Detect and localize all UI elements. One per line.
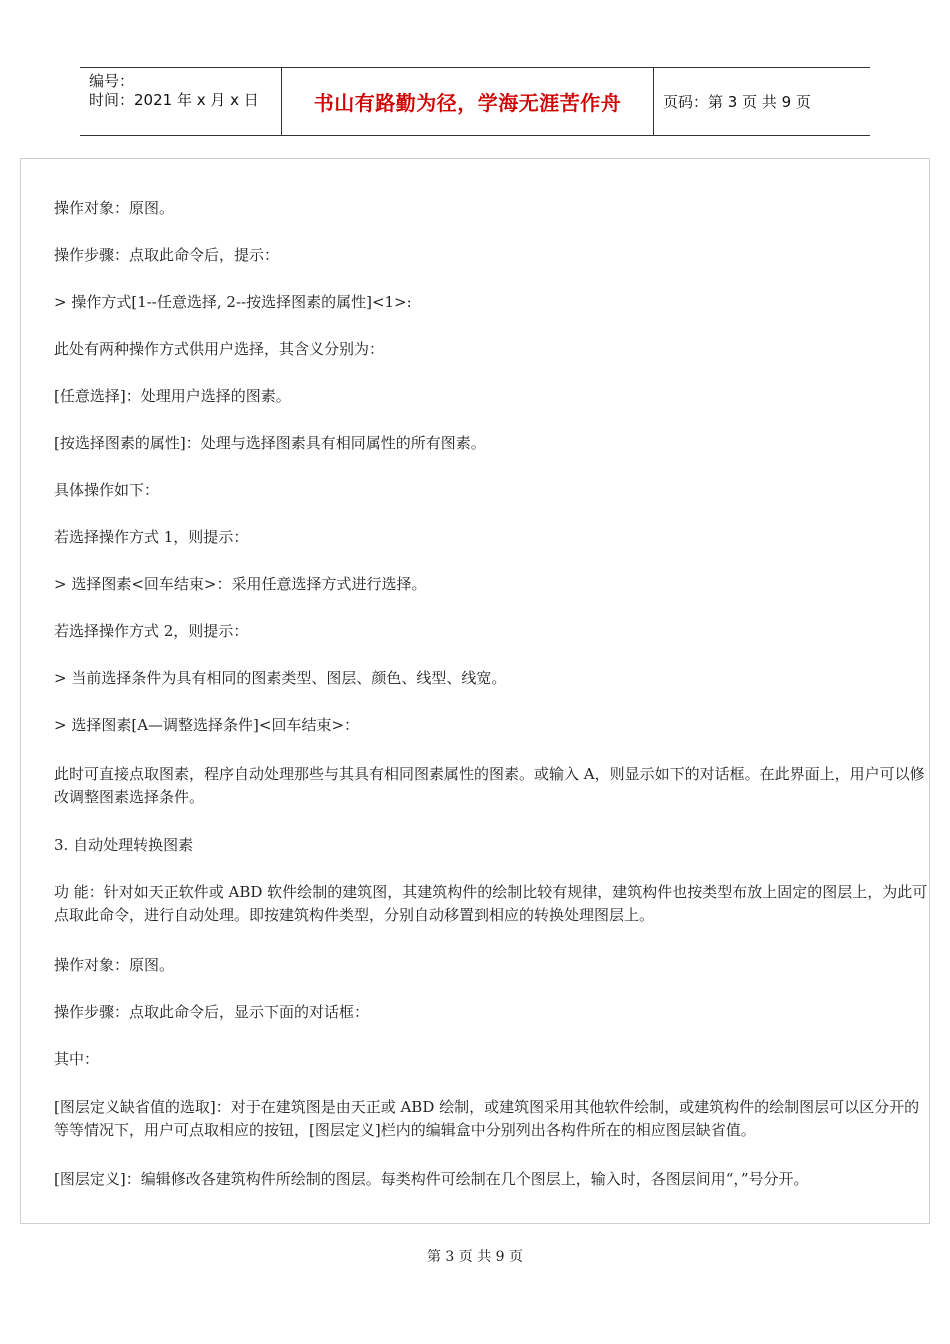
content-box — [20, 158, 930, 1224]
header-meta-cell — [80, 68, 282, 135]
paragraph: 其中： — [54, 1050, 100, 1068]
paragraph: 具体操作如下： — [54, 481, 160, 499]
paragraph: 若选择操作方式 2，则提示： — [54, 622, 249, 640]
paragraph: 操作对象：原图。 — [54, 199, 175, 217]
document-number-label: 编号： — [89, 72, 135, 90]
page-header — [80, 67, 870, 136]
paragraph: 若选择操作方式 1，则提示： — [54, 528, 249, 546]
section-heading: 3. 自动处理转换图素 — [54, 836, 194, 854]
paragraph: 操作步骤：点取此命令后，显示下面的对话框： — [54, 1003, 370, 1021]
paragraph: > 当前选择条件为具有相同的图素类型、图层、颜色、线型、线宽。 — [54, 669, 507, 687]
paragraph: [图层定义缺省值的选取]：对于在建筑图是由天正或 ABD 绘制，或建筑图采用其他软件绘制，或建筑构件的绘制图层可以区分开的等等情况下，用户可点取相应的按钮，[图层定义]栏内的编辑盒中分别列出各构件所在的相应图层缺省值。 — [54, 1098, 920, 1139]
paragraph: 此时可直接点取图素，程序自动处理那些与其具有相同图素属性的图素。或输入 A，则显示如下的对话框。在此界面上，用户可以修改调整图素选择条件。 — [54, 765, 925, 806]
document-date: 时间：2021 年 x 月 x 日 — [89, 91, 259, 109]
header-motto: 书山有路勤为径，学海无涯苦作舟 — [282, 68, 654, 135]
page-footer: 第 3 页 共 9 页 — [426, 1249, 524, 1265]
paragraph: [任意选择]：处理用户选择的图素。 — [54, 387, 291, 405]
paragraph: [图层定义]：编辑修改各建筑构件所绘制的图层。每类构件可绘制在几个图层上，输入时，各图层间用“，”号分开。 — [54, 1170, 809, 1188]
paragraph: [按选择图素的属性]：处理与选择图素具有相同属性的所有图素。 — [54, 434, 486, 452]
paragraph: > 操作方式[1--任意选择, 2--按选择图素的属性]<1>: — [54, 293, 412, 311]
paragraph: 操作步骤：点取此命令后，提示： — [54, 246, 280, 264]
paragraph: 功 能：针对如天正软件或 ABD 软件绘制的建筑图，其建筑构件的绘制比较有规律，建筑构件也按类型布放上固定的图层上，为此可点取此命令，进行自动处理。即按建筑构件类型，分别自动移置到相应的转换处理图层上。 — [54, 883, 928, 924]
paragraph: 此处有两种操作方式供用户选择，其含义分别为： — [54, 340, 385, 358]
paragraph: > 选择图素<回车结束>：采用任意选择方式进行选择。 — [54, 575, 427, 593]
paragraph: 操作对象：原图。 — [54, 956, 175, 974]
paragraph: > 选择图素[A—调整选择条件]<回车结束>： — [54, 716, 360, 734]
header-page-code: 页码：第 3 页 共 9 页 — [663, 93, 811, 111]
